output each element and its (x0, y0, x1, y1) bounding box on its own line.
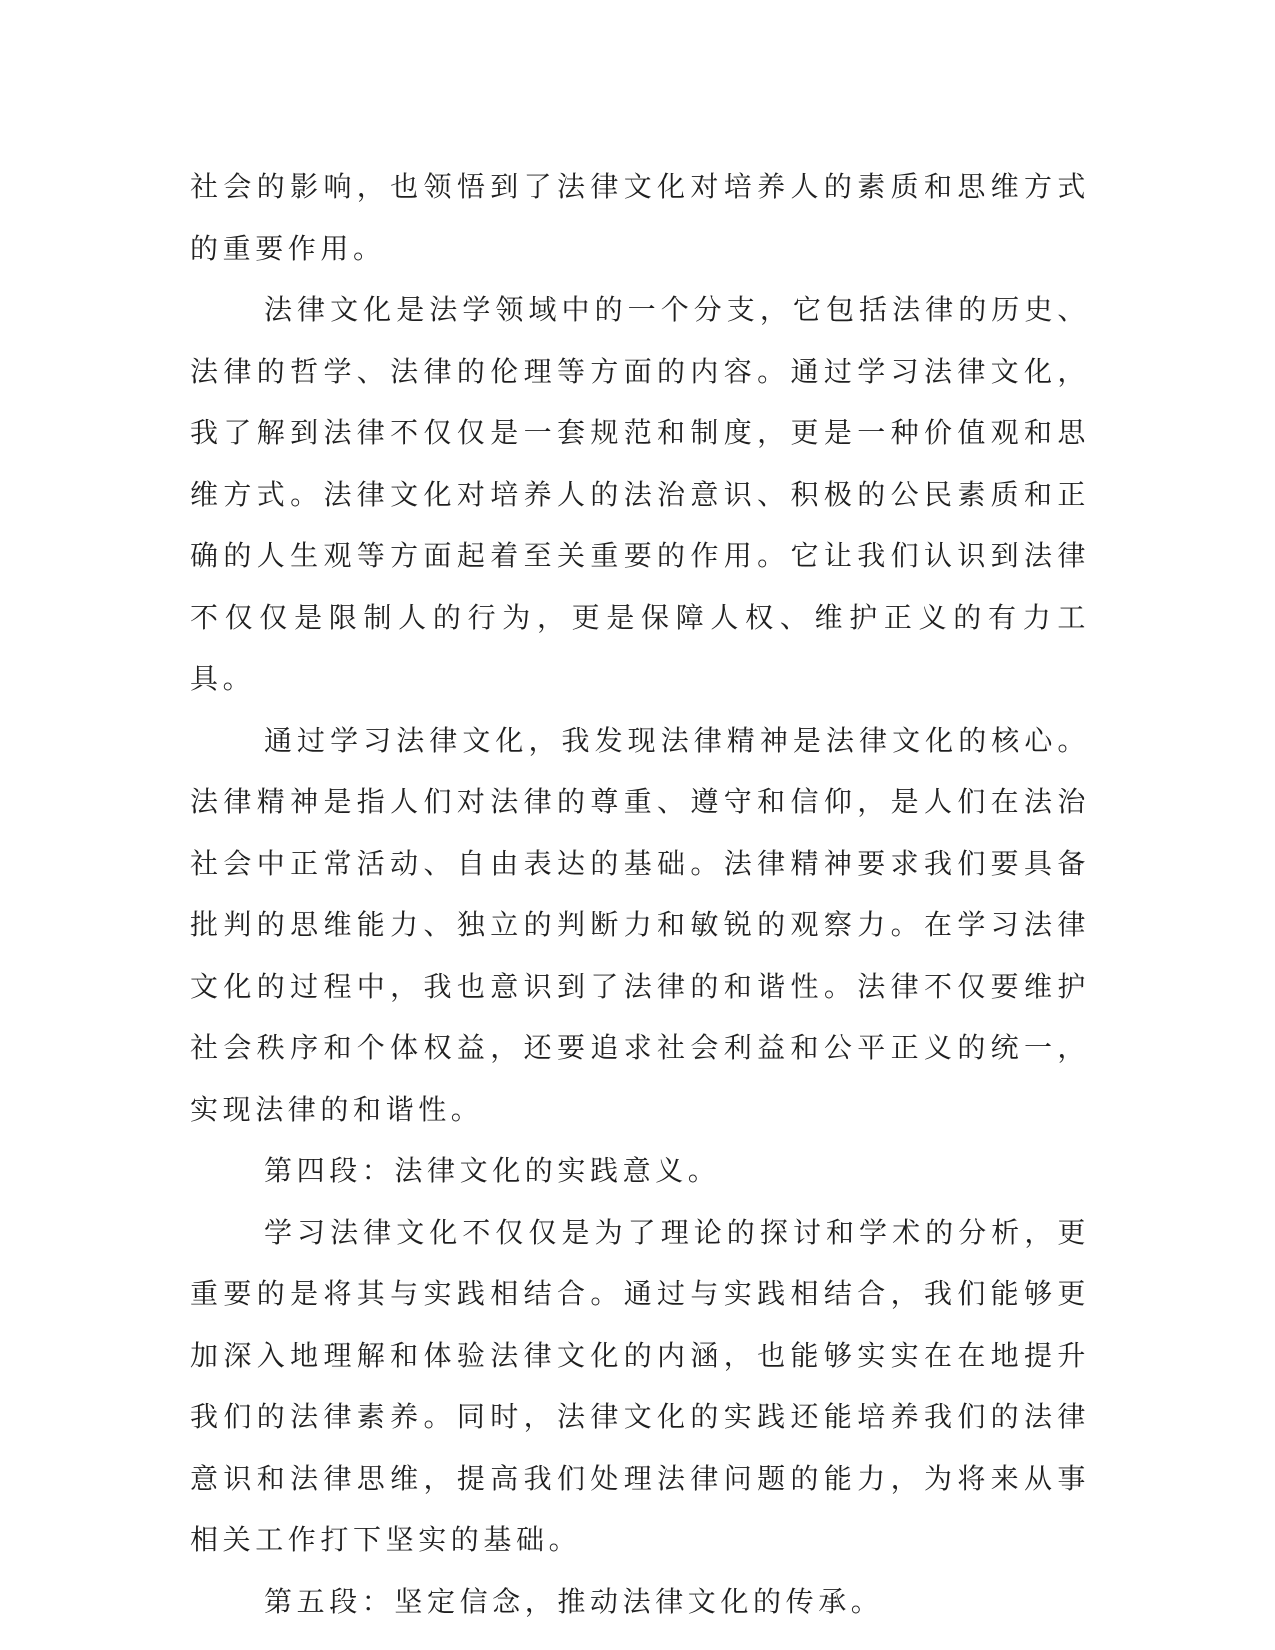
paragraph-legal-culture-definition: 法律文化是法学领域中的一个分支，它包括法律的历史、法律的哲学、法律的伦理等方面的内容。通过学习法律文化，我了解到法律不仅仅是一套规范和制度，更是一种价值观和思维方式。法律文化对培养人的法治意识、积极的公民素质和正确的人生观等方面起着至关重要的作用。它让我们认识到法律不仅仅是限制人的行为，更是保障人权、维护正义的有力工具。 (190, 293, 1090, 695)
paragraph-practical-significance: 学习法律文化不仅仅是为了理论的探讨和学术的分析，更重要的是将其与实践相结合。通过与实践相结合，我们能够更加深入地理解和体验法律文化的内涵，也能够实实在在地提升我们的法律素养。同时，法律文化的实践还能培养我们的法律意识和法律思维，提高我们处理法律问题的能力，为将来从事相关工作打下坚实的基础。 (190, 1215, 1090, 1556)
section-heading-part-four: 第四段：法律文化的实践意义。 (264, 1154, 721, 1187)
document-body (190, 156, 1090, 1632)
paragraph-continuation: 社会的影响，也领悟到了法律文化对培养人的素质和思维方式的重要作用。 (190, 170, 1090, 265)
section-heading-part-five: 第五段：坚定信念，推动法律文化的传承。 (264, 1584, 884, 1618)
paragraph-legal-spirit: 通过学习法律文化，我发现法律精神是法律文化的核心。法律精神是指人们对法律的尊重、遵守和信仰，是人们在法治社会中正常活动、自由表达的基础。法律精神要求我们要具备批判的思维能力、独立的判断力和敏锐的观察力。在学习法律文化的过程中，我也意识到了法律的和谐性。法律不仅要维护社会秩序和个体权益，还要追求社会利益和公平正义的统一，实现法律的和谐性。 (190, 723, 1090, 1126)
